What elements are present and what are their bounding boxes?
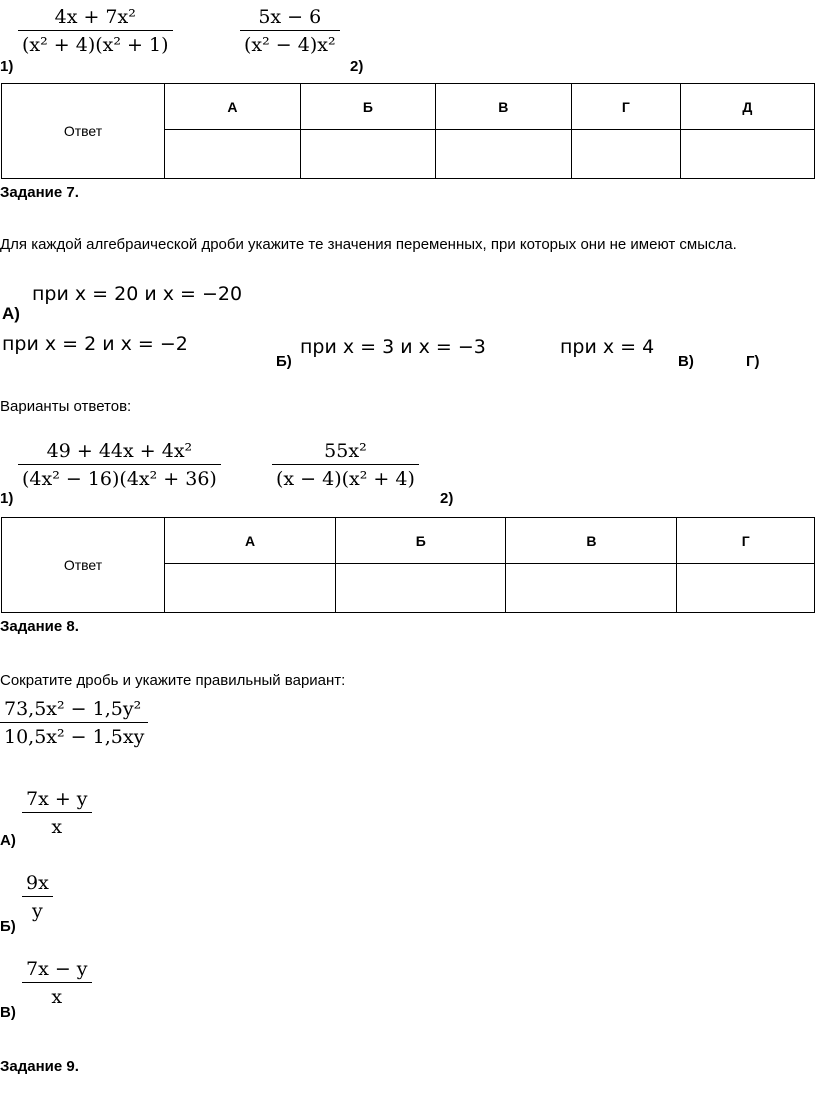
option-g-label: Г) [746, 353, 760, 370]
column-header: А [165, 84, 301, 130]
fraction-2-numerator: 5x − 6 [258, 6, 322, 28]
fraction-4-denominator: (x − 4)(x² + 4) [272, 464, 419, 490]
fraction-4-numerator: 55x² [324, 440, 367, 462]
task-7-title: Задание 7. [0, 184, 79, 201]
fraction-3-denominator: (4x² − 16)(4x² + 36) [18, 464, 221, 490]
column-header: Г [571, 84, 680, 130]
option-v-label: В) [678, 353, 694, 370]
fraction-3-numerator: 49 + 44x + 4x² [46, 440, 193, 462]
answer-v-fraction [22, 958, 92, 1008]
answer-b-numerator: 9x [26, 872, 49, 894]
option-b-text: при x = 3 и x = −3 [300, 336, 486, 358]
answer-cell[interactable] [677, 564, 815, 613]
column-header: А [165, 518, 336, 564]
column-header: В [506, 518, 677, 564]
answer-cell[interactable] [336, 564, 506, 613]
task-7-instruction: Для каждой алгебраической дроби укажите те значения переменных, при которых они не имеют смысла. [0, 236, 737, 253]
fraction-3 [18, 440, 221, 490]
answer-row-label: Ответ [2, 84, 165, 179]
marker-2: 2) [440, 490, 454, 507]
option-a-text: при x = 20 и x = −20 [32, 283, 243, 305]
task-8-instruction: Сократите дробь и укажите правильный вариант: [0, 672, 346, 689]
fraction-1-denominator: (x² + 4)(x² + 1) [18, 30, 173, 56]
variants-label: Варианты ответов: [0, 398, 132, 415]
fraction-1-numerator: 4x + 7x² [54, 6, 136, 28]
answer-cell[interactable] [680, 130, 814, 179]
marker-1: 1) [0, 58, 14, 75]
fraction-4 [272, 440, 419, 490]
answer-cell[interactable] [506, 564, 677, 613]
answer-cell[interactable] [165, 130, 301, 179]
column-header: Г [677, 518, 815, 564]
answer-b-denominator: y [22, 896, 53, 922]
answer-table-1 [1, 83, 815, 179]
option-text: при x = 4 [560, 336, 655, 358]
fraction-2 [240, 6, 340, 56]
answer-v-denominator: x [22, 982, 92, 1008]
answer-b-fraction [22, 872, 53, 922]
column-header: Д [680, 84, 814, 130]
answer-v-numerator: 7x − y [26, 958, 88, 980]
answer-v-label: В) [0, 1004, 16, 1021]
answer-table-2 [1, 517, 815, 613]
fraction-1 [18, 6, 173, 56]
answer-a-label: А) [0, 832, 16, 849]
answer-a-fraction [22, 788, 92, 838]
column-header: Б [300, 84, 435, 130]
answer-a-denominator: x [22, 812, 92, 838]
option-text: при x = 2 и x = −2 [2, 333, 188, 355]
column-header: Б [336, 518, 506, 564]
answer-b-label: Б) [0, 918, 16, 935]
answer-row-label: Ответ [2, 518, 165, 613]
answer-cell[interactable] [165, 564, 336, 613]
main-fraction [0, 698, 148, 748]
option-b-label: Б) [276, 353, 292, 370]
column-header: В [435, 84, 571, 130]
answer-cell[interactable] [300, 130, 435, 179]
answer-cell[interactable] [571, 130, 680, 179]
fraction-2-denominator: (x² − 4)x² [240, 30, 340, 56]
answer-a-numerator: 7x + y [26, 788, 88, 810]
main-fraction-denominator: 10,5x² − 1,5xy [0, 722, 148, 748]
option-a-label: А) [2, 304, 20, 323]
answer-cell[interactable] [435, 130, 571, 179]
task-8-title: Задание 8. [0, 618, 79, 635]
marker-2: 2) [350, 58, 364, 75]
main-fraction-numerator: 73,5x² − 1,5y² [4, 698, 142, 720]
task-9-title: Задание 9. [0, 1058, 79, 1075]
marker-1: 1) [0, 490, 14, 507]
